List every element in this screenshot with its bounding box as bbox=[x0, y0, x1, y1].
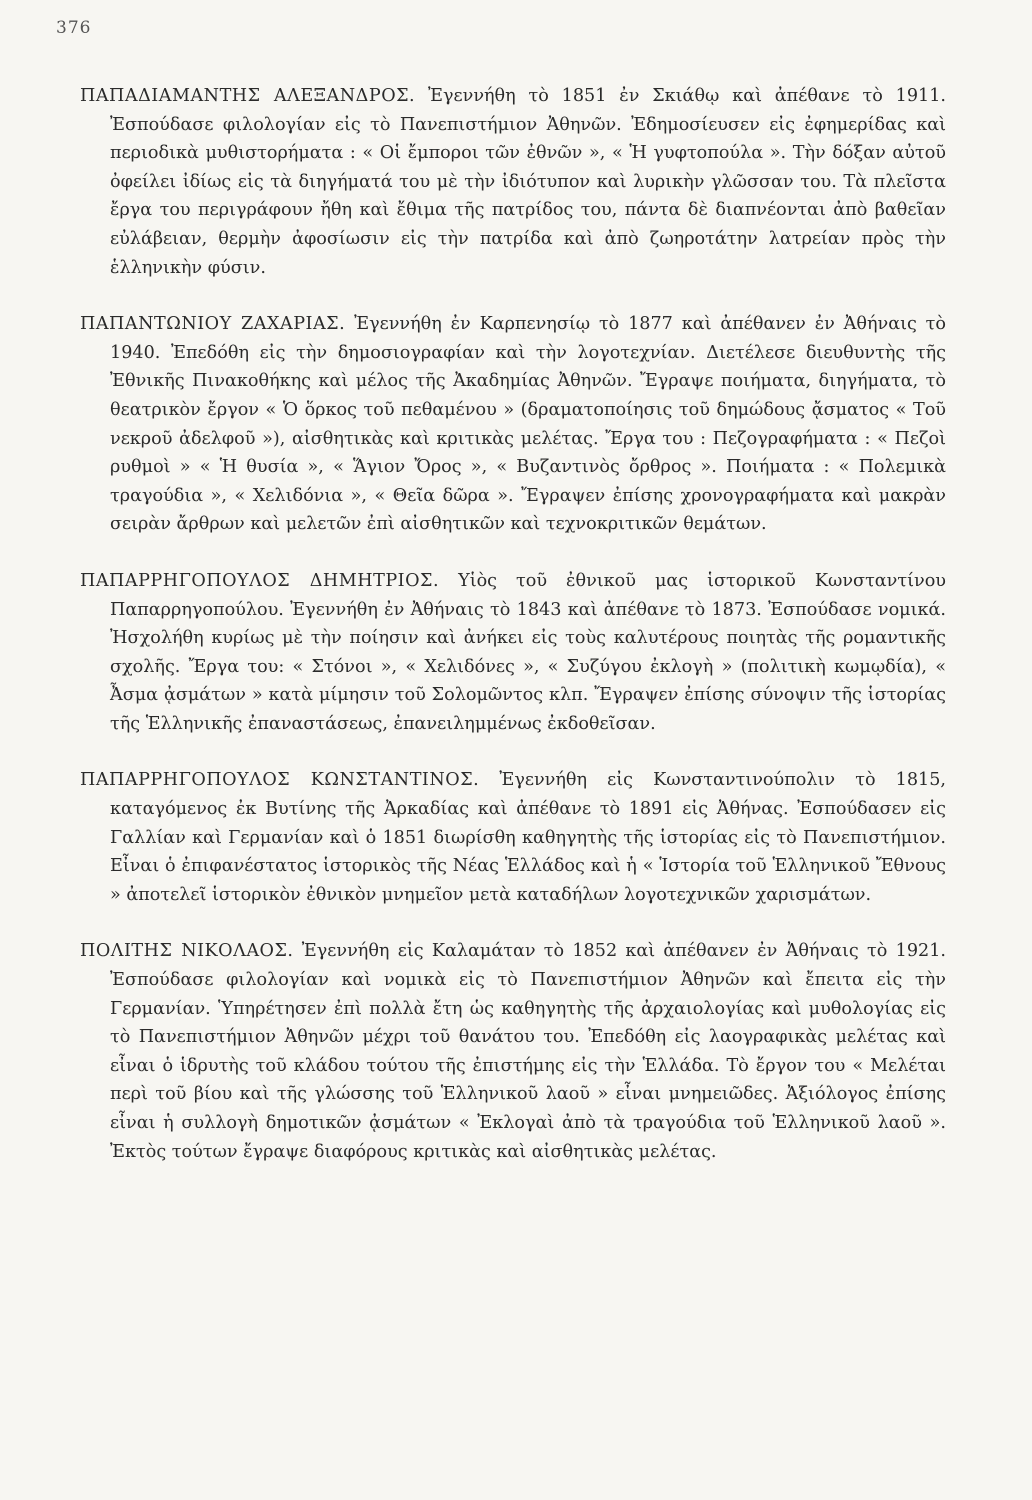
entry-text: Υἱὸς τοῦ ἐθνικοῦ μας ἱστορικοῦ Κωνσταντίνου Παπαρρηγοπούλου. Ἐγεννήθη ἐν Ἀθήναις τὸ 1843 καὶ ἀπέθανε τὸ 1873. Ἐσπούδασε νομικά. Ἠσχολήθη κυρίως μὲ τὴν ποίησιν καὶ ἀνήκει εἰς τοὺς καλυτέρους ποιητὰς τῆς ρομαντικῆς σχολῆς. Ἔργα του: « Στόνοι », « Χελιδόνες », « Συζύγου ἐκλογὴ » (πολιτικὴ κωμῳδία), « Ἆσμα ᾀσμάτων » κατὰ μίμησιν τοῦ Σολομῶντος κλπ. Ἔγραψεν ἐπίσης σύνοψιν τῆς ἱστορίας τῆς Ἑλληνικῆς ἐπαναστάσεως, ἐπανειλημμένως ἐκδοθεῖσαν. bbox=[110, 570, 946, 734]
entry-text: Ἐγεννήθη εἰς Κωνσταντινούπολιν τὸ 1815, καταγόμενος ἐκ Βυτίνης τῆς Ἀρκαδίας καὶ ἀπέθανε τὸ 1891 εἰς Ἀθήνας. Ἐσπούδασεν εἰς Γαλλίαν καὶ Γερμανίαν καὶ ὁ 1851 διωρίσθη καθηγητὴς τῆς ἱστορίας εἰς τὸ Πανεπιστήμιον. Εἶναι ὁ ἐπιφανέστατος ἱστορικὸς τῆς Νέας Ἑλλάδος καὶ ἡ « Ἱστορία τοῦ Ἑλληνικοῦ Ἔθνους » ἀποτελεῖ ἱστορικὸν ἐθνικὸν μνημεῖον μετὰ καταδήλων λογοτεχνικῶν χαρισμάτων. bbox=[110, 770, 947, 905]
entry-politis bbox=[80, 937, 946, 1166]
entry-name: ΠΑΠΑΝΤΩΝΙΟΥ ΖΑΧΑΡΙΑΣ. bbox=[80, 314, 346, 335]
entry-text: Ἐγεννήθη ἐν Καρπενησίῳ τὸ 1877 καὶ ἀπέθανεν ἐν Ἀθήναις τὸ 1940. Ἐπεδόθη εἰς τὴν δημοσιογραφίαν καὶ τὴν λογοτεχνίαν. Διετέλεσε διευθυντὴς τῆς Ἐθνικῆς Πινακοθήκης καὶ μέλος τῆς Ἀκαδημίας Ἀθηνῶν. Ἔγραψε ποιήματα, διηγήματα, τὸ θεατρικὸν ἔργον « Ὁ ὅρκος τοῦ πεθαμένου » (δραματοποίησις τοῦ δημώδους ᾄσματος « Τοῦ νεκροῦ ἀδελφοῦ »), αἰσθητικὰς καὶ κριτικὰς μελέτας. Ἔργα του : Πεζογραφήματα : « Πεζοὶ ρυθμοὶ » « Ἡ θυσία », « Ἅγιον Ὄρος », « Βυζαντινὸς ὄρθρος ». Ποιήματα : « Πολεμικὰ τραγούδια », « Χελιδόνια », « Θεῖα δῶρα ». Ἔγραψεν ἐπίσης χρονογραφήματα καὶ μακρὰν σειρὰν ἄρθρων καὶ μελετῶν ἐπὶ αἰσθητικῶν καὶ τεχνοκριτικῶν θεμάτων. bbox=[110, 314, 946, 535]
entry-name: ΠΑΠΑΡΡΗΓΟΠΟΥΛΟΣ ΔΗΜΗΤΡΙΟΣ. bbox=[80, 570, 440, 591]
entry-text: Ἐγεννήθη τὸ 1851 ἐν Σκιάθῳ καὶ ἀπέθανε τὸ 1911. Ἐσπούδασε φιλολογίαν εἰς τὸ Πανεπιστήμιον Ἀθηνῶν. Ἐδημοσίευσεν εἰς ἐφημερίδας καὶ περιοδικὰ μυθιστορήματα : « Οἱ ἔμποροι τῶν ἐθνῶν », « Ἡ γυφτοπούλα ». Τὴν δόξαν αὐτοῦ ὀφείλει ἰδίως εἰς τὰ διηγήματά του μὲ τὴν ἰδιότυπον καὶ λυρικὴν γλῶσσαν του. Τὰ πλεῖστα ἔργα του περιγράφουν ἤθη καὶ ἔθιμα τῆς πατρίδος του, πάντα δὲ διαπνέονται ἀπὸ βαθεῖαν εὐλάβειαν, θερμὴν ἀφοσίωσιν εἰς τὴν πατρίδα καὶ ἀπὸ ζωηροτάτην λατρείαν πρὸς τὴν ἑλληνικὴν φύσιν. bbox=[110, 86, 946, 278]
entry-name: ΠΟΛΙΤΗΣ ΝΙΚΟΛΑΟΣ. bbox=[80, 941, 294, 962]
entry-name: ΠΑΠΑΡΡΗΓΟΠΟΥΛΟΣ ΚΩΝΣΤΑΝΤΙΝΟΣ. bbox=[80, 770, 480, 791]
entry-papantoniou bbox=[80, 310, 946, 539]
entry-name: ΠΑΠΑΔΙΑΜΑΝΤΗΣ ΑΛΕΞΑΝΔΡΟΣ. bbox=[80, 86, 416, 106]
entry-papadiamantis bbox=[80, 82, 946, 282]
entry-paparrigopoulos-dimitrios bbox=[80, 567, 946, 739]
biography-list bbox=[80, 82, 946, 1194]
entry-text: Ἐγεννήθη εἰς Καλαμάταν τὸ 1852 καὶ ἀπέθανεν ἐν Ἀθήναις τὸ 1921. Ἐσπούδασε φιλολογίαν καὶ νομικὰ εἰς τὸ Πανεπιστήμιον Ἀθηνῶν καὶ ἔπειτα εἰς τὴν Γερμανίαν. Ὑπηρέτησεν ἐπὶ πολλὰ ἔτη ὡς καθηγητὴς τῆς ἀρχαιολογίας καὶ μυθολογίας εἰς τὸ Πανεπιστήμιον Ἀθηνῶν μέχρι τοῦ θανάτου του. Ἐπεδόθη εἰς λαογραφικὰς μελέτας καὶ εἶναι ὁ ἱδρυτὴς τοῦ κλάδου τούτου τῆς ἐπιστήμης εἰς τὴν Ἑλλάδα. Τὸ ἔργον του « Μελέται περὶ τοῦ βίου καὶ τῆς γλώσσης τοῦ Ἑλληνικοῦ λαοῦ » εἶναι μνημειῶδες. Ἀξιόλογος ἐπίσης εἶναι ἡ συλλογὴ δημοτικῶν ᾀσμάτων « Ἐκλογαὶ ἀπὸ τὰ τραγούδια τοῦ Ἑλληνικοῦ λαοῦ ». Ἐκτὸς τούτων ἔγραψε διαφόρους κριτικὰς καὶ αἰσθητικὰς μελέτας. bbox=[110, 941, 947, 1162]
entry-paparrigopoulos-konstantinos bbox=[80, 766, 946, 909]
page-number: 376 bbox=[56, 18, 92, 38]
